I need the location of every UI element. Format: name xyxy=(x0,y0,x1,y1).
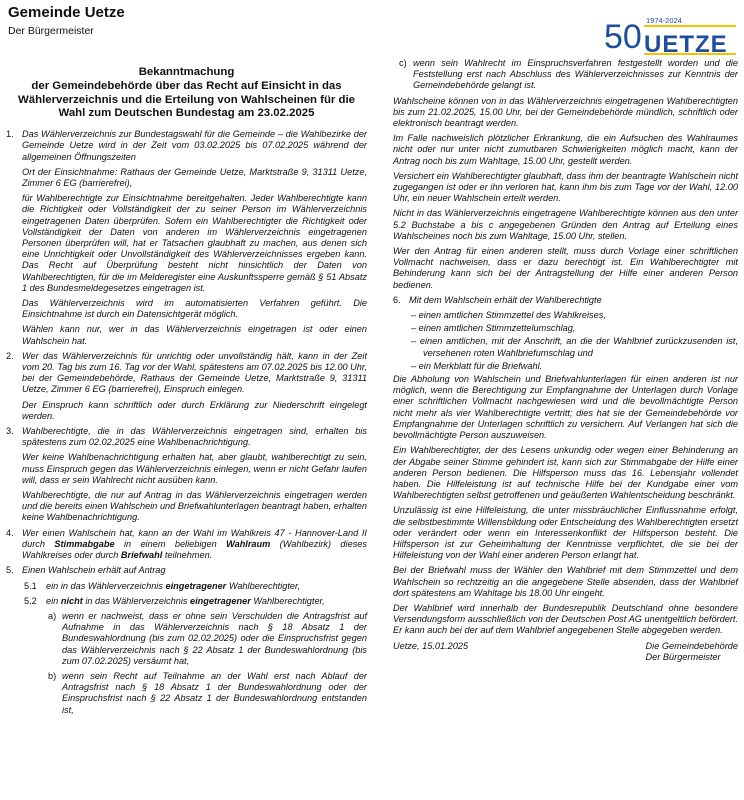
paragraph: Wer den Antrag für einen anderen stellt, muss durch Vorlage einer schriftlichen Vollmacht nachweisen, dass er dazu berechtigt ist. Ein Wahlberechtigter mit Behinderung kann sich bei der Antragstellung der Hilfe einer anderen Person bedienen. xyxy=(393,246,738,290)
logo-name: UETZE xyxy=(644,31,728,56)
paragraph xyxy=(22,528,367,562)
paragraph: Die Abholung von Wahlschein und Briefwahlunterlagen für einen anderen ist nur möglich, wenn die Berechtigung zur Empfangnahme der Unterlagen durch Vorlage einer schriftlichen Vollmacht nachgewiesen wird und die bevollmächtigte Person nicht mehr als vier Wahlberechtigte vertritt; dies hat sie der Gemeindebehörde vor Empfangnahme der Unterlagen schriftlich zu versichern. Auf Verlangen hat sich die bevollmächtigte Person auszuweisen. xyxy=(393,374,738,441)
logo-years: 1974-2024 xyxy=(646,16,682,25)
footer xyxy=(393,641,738,663)
item-5-2-a xyxy=(6,611,367,667)
item-letter: a) xyxy=(48,610,57,621)
section-number: 6. xyxy=(393,294,401,305)
paragraph: Der Wahlbrief wird innerhalb der Bundesrepublik Deutschland ohne besondere Versendungsform ausschließlich von der Deutschen Post AG unentgeltlich befördert. Er kann auch bei der auf dem Wahlbrief angegebenen Stelle abgegeben werden. xyxy=(393,602,738,636)
list-item: – einen amtlichen, mit der Anschrift, an die der Wahlbrief zurückzusenden ist, versehenen roten Wahlbriefumschlag und xyxy=(411,336,738,358)
section-number: 5. xyxy=(6,565,14,576)
announcement-title xyxy=(6,66,367,121)
paragraph: Wahlberechtigte, die nur auf Antrag in das Wählerverzeichnis eingetragen werden und die bereits einen Wahlschein und Briefwahlunterlagen beantragt haben, erhalten keine Wahlbenachrichtigung. xyxy=(22,490,367,523)
title-line: der Gemeindebehörde über das Recht auf Einsicht in das xyxy=(31,79,342,92)
paragraph: Versichert ein Wahlberechtigter glaubhaft, dass ihm der beantragte Wahlschein nicht zugegangen ist oder er ihn verloren hat, kann ihm bis zum Tage vor der Wahl, 12.00 Uhr, ein neuer Wahlschein erteilt werden. xyxy=(393,170,738,204)
paragraph: wenn sein Wahlrecht im Einspruchsverfahren festgestellt worden und die Feststellung erst nach Abschluss des Wählerverzeichnisses zur Kenntnis der Gemeindebehörde gelangt ist. xyxy=(413,58,738,91)
item-letter: c) xyxy=(399,58,407,68)
text: in einem beliebigen xyxy=(114,538,227,549)
text: in das Wählerverzeichnis xyxy=(82,595,191,606)
text: Wahlberechtigter, xyxy=(226,580,301,591)
paragraph: Wahlscheine können von in das Wählerverzeichnis eingetragenen Wahlberechtigten bis zum 21.02.2025, 15.00 Uhr, bei der Gemeindebehörde mündlich, schriftlich oder elektronisch beantragt werden. xyxy=(393,95,738,129)
title-line: Wählerverzeichnis und die Erteilung von Wahlscheinen für die xyxy=(18,93,355,106)
org-name: Gemeinde Uetze xyxy=(8,4,125,21)
section-3 xyxy=(6,426,367,524)
section-4 xyxy=(6,528,367,562)
text: ein xyxy=(46,595,61,606)
section-6 xyxy=(393,295,738,306)
signature-line: Die Gemeindebehörde xyxy=(645,640,738,651)
item-5-2 xyxy=(6,596,367,607)
text: (Wahlbezirk) dieses Wahlkreises oder durch xyxy=(22,538,367,561)
list-item: – einen amtlichen Stimmzettel des Wahlkreises, xyxy=(411,310,606,321)
paragraph: für Wahlberechtigte zur Einsichtnahme bereitgehalten. Jeder Wahlberechtigte kann die Richtigkeit oder Vollständigkeit der zu seiner Person im Wählerverzeichnis eingetragenen Daten überprüfen. Sofern ein Wahlberechtigter die Richtigkeit oder Vollständigkeit der Daten von anderen im Wählerverzeichnis eingetragenen Personen überprüfen will, hat er Tatsachen glaubhaft zu machen, aus denen sich eine Unrichtigkeit oder Unvollständigkeit des Wählerverzeichnisses ergeben kann. Das Recht auf Überprüfung besteht nicht hinsichtlich der Daten von Wahlberechtigten, für die im Melderegister eine Auskunftssperre gemäß § 51 Absatz 1 des Bundesmeldegesetzes eingetragen ist. xyxy=(22,193,367,293)
paragraph: wenn sein Recht auf Teilnahme an der Wahl erst nach Ablauf der Antragsfrist nach § 18 Absatz 1 der Bundeswahlordnung oder der Einspruchsfrist nach § 22 Absatz 1 der Bundeswahlordnung entstanden ist, xyxy=(62,670,367,715)
item-letter: b) xyxy=(48,670,57,681)
title-line: Wahl zum Deutschen Bundestag am 23.02.2025 xyxy=(58,107,315,120)
section-number: 4. xyxy=(6,527,14,538)
item-number: 5.1 xyxy=(24,580,37,591)
right-column xyxy=(393,58,738,663)
text: ein in das Wählerverzeichnis xyxy=(46,580,166,591)
signature-line: Der Bürgermeister xyxy=(645,651,721,662)
item-5-2-b xyxy=(6,671,367,716)
emphasis: Briefwahl xyxy=(120,550,163,561)
paragraph xyxy=(46,581,367,592)
paragraph: Das Wählerverzeichnis zur Bundestagswahl für die Gemeinde – die Wahlbezirke der Gemeinde Uetze wird in der Zeit vom 03.02.2025 bis 07.02.2025 während der allgemeinen Öffnungszeiten xyxy=(22,129,367,162)
paragraph xyxy=(46,596,367,607)
logo-number: 50 xyxy=(604,18,642,56)
section-1 xyxy=(6,129,367,347)
item-number: 5.2 xyxy=(24,595,37,606)
paragraph: Ort der Einsichtnahme: Rathaus der Gemeinde Uetze, Marktstraße 9, 31311 Uetze, Zimmer 6 EG (barrierefrei), xyxy=(22,166,367,188)
uetze-50-logo xyxy=(604,14,738,56)
section-2 xyxy=(6,351,367,422)
paragraph: Wer keine Wahlbenachrichtigung erhalten hat, aber glaubt, wahlberechtigt zu sein, muss Einspruch gegen das Wählerverzeichnis einlegen, wenn er nicht Gefahr laufen will, dass er sein Wahlrecht nicht ausüben kann. xyxy=(22,452,367,485)
title-line: Bekanntmachung xyxy=(138,66,235,78)
signature-block xyxy=(646,641,738,663)
emphasis: Stimmabgabe xyxy=(54,538,115,549)
text: teilnehmen. xyxy=(162,550,213,561)
org-subtitle: Der Bürgermeister xyxy=(8,25,94,37)
paragraph: Einen Wahlschein erhält auf Antrag xyxy=(22,565,166,576)
emphasis: eingetragener xyxy=(190,595,251,606)
emphasis: eingetragener xyxy=(165,580,227,591)
section-number: 3. xyxy=(6,426,14,437)
paragraph: Bei der Briefwahl muss der Wähler den Wahlbrief mit dem Stimmzettel und dem Wahlschein so rechtzeitig an die angegebene Stelle absenden, dass der Wahlbrief dort spätestens am Wahltage bis 18.00 Uhr eingeht. xyxy=(393,565,738,598)
paragraph: Im Falle nachweislich plötzlicher Erkrankung, die ein Aufsuchen des Wahlraumes nicht oder nur unter nicht zumutbaren Schwierigkeiten möglich macht, kann der Antrag noch bis zum Wahltage, 15.00 Uhr, gestellt werden. xyxy=(393,133,738,166)
text: Wahlberechtigter, xyxy=(250,595,325,606)
paragraph: Ein Wahlberechtigter, der des Lesens unkundig oder wegen einer Behinderung an der Abgabe seiner Stimme gehindert ist, kann sich zur Stimmabgabe der Hilfe einer anderen Person bedienen. Die Hilfsperson muss das 16. Lebensjahr vollendet haben. Die Hilfeleistung ist auf technische Hilfe bei der Kundgabe einer vom Wahlberechtigten selbst getroffenen und geäußerten Wahlentscheidung beschränkt. xyxy=(393,445,738,501)
text: Wer einen Wahlschein hat, kann an der Wahl im Wahlkreis 47 - Hannover-Land II durch xyxy=(22,527,367,549)
paragraph: Unzulässig ist eine Hilfeleistung, die unter missbräuchlicher Einflussnahme erfolgt, die selbstbestimmte Willensbildung oder Entscheidung des Wahlberechtigten ersetzt oder verändert oder wenn ein Interessenkonflikt der Hilfsperson besteht. Die Hilfsperson ist zur Geheimhaltung der Kenntnisse verpflichtet, die sie bei der Hilfeleistung von der Wahl einer anderen Person erlangt hat. xyxy=(393,505,738,561)
left-column xyxy=(6,66,367,720)
paragraph: Der Einspruch kann schriftlich oder durch Erklärung zur Niederschrift eingelegt werden. xyxy=(22,399,367,421)
emphasis: Wahlraum xyxy=(226,538,271,549)
item-5-2-c xyxy=(393,58,738,92)
paragraph: wenn er nachweist, dass er ohne sein Verschulden die Antragsfrist auf Aufnahme in das Wählerverzeichnis nach § 18 Absatz 1 der Bundeswahlordnung (bis zum 02.02.2025) oder die Einspruchsfrist gegen das Wählerverzeichnis nach § 22 Absatz 1 der Bundeswahlordnung (bis zum 07.02.2025) versäumt hat, xyxy=(62,610,367,666)
paragraph: Nicht in das Wählerverzeichnis eingetragene Wahlberechtigte können aus den unter 5.2 Buchstabe a bis c angegebenen Gründen den Antrag auf Erteilung eines Wahlscheines noch bis zum Wahltage, 15.00 Uhr, stellen. xyxy=(393,208,738,241)
section-number: 1. xyxy=(6,129,14,140)
paragraph: Wer das Wählerverzeichnis für unrichtig oder unvollständig hält, kann in der Zeit vom 20. Tag bis zum 16. Tag vor der Wahl, spätestens am 07.02.2025 bis 12.00 Uhr, bei der Gemeindebehörde, Rathaus der Gemeinde Uetze, Marktstraße 9, 31311 Uetze, Zimmer 6 EG (barrierefrei), Einspruch einlegen. xyxy=(22,350,367,395)
emphasis: nicht xyxy=(60,595,83,606)
list-item: – ein Merkblatt für die Briefwahl. xyxy=(411,360,543,371)
paragraph: Mit dem Wahlschein erhält der Wahlberechtigte xyxy=(409,294,602,305)
list-item: – einen amtlichen Stimmzettelumschlag, xyxy=(411,323,576,334)
section-number: 2. xyxy=(6,350,14,361)
place-date: Uetze, 15.01.2025 xyxy=(393,640,469,651)
section-5 xyxy=(6,565,367,576)
paragraph: Wahlberechtigte, die in das Wählerverzeichnis eingetragen sind, erhalten bis spätestens zum 02.02.2025 eine Wahlbenachrichtigung. xyxy=(22,426,367,448)
paragraph: Wählen kann nur, wer in das Wählerverzeichnis eingetragen ist oder einen Wahlschein hat. xyxy=(22,324,367,346)
item-5-1 xyxy=(6,581,367,592)
paragraph: Das Wählerverzeichnis wird im automatisierten Verfahren geführt. Die Einsichtnahme ist durch ein Datensichtgerät möglich. xyxy=(22,298,367,320)
